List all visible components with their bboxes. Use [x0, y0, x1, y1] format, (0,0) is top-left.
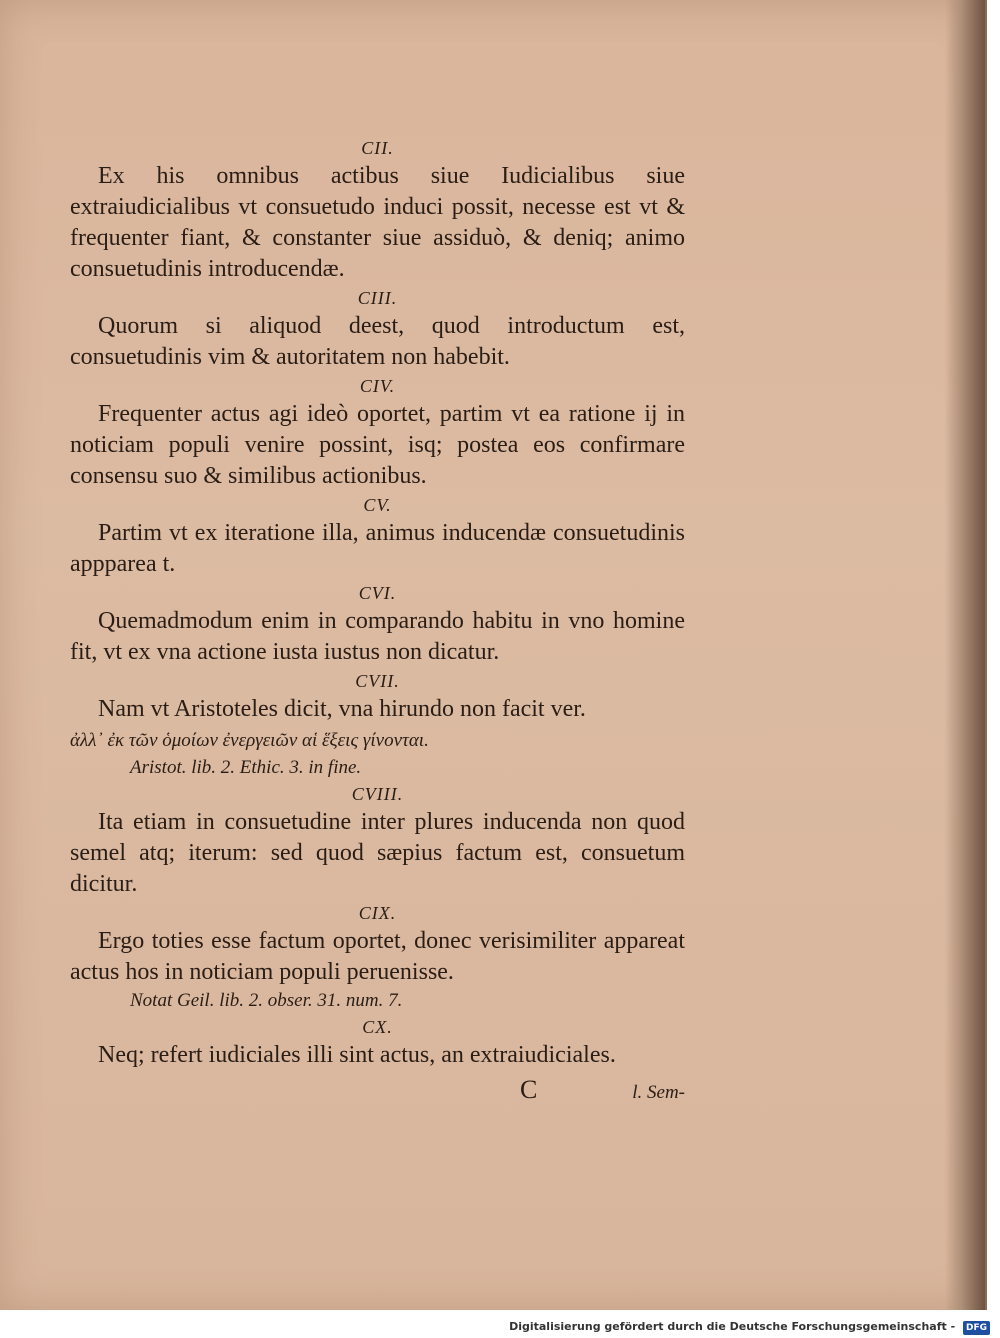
citation: Notat Geil. lib. 2. obser. 31. num. 7. — [130, 990, 403, 1011]
section-heading: CIV. — [359, 376, 396, 396]
greek-quotation: ἀλλ᾽ ἐκ τῶν ὁμοίων ἐνεργειῶν αἱ ἕξεις γίνονται. — [70, 730, 429, 751]
signature-mark: C — [520, 1075, 538, 1104]
page-foot-line — [70, 1075, 685, 1105]
section-paragraph: Ex his omnibus actibus siue Iudicialibus siue extraiudicialibus vt consuetudo induci possit, necesse est vt & frequenter fiant, & constanter siue assiduò, & deniq; animo consuetudinis introducendæ. — [70, 163, 685, 282]
section-paragraph: Ergo toties esse factum oportet, donec verisimiliter appareat actus hos in noticiam populi peruenisse. — [70, 928, 685, 985]
page-edge — [945, 0, 985, 1310]
section-heading: CIX. — [358, 903, 397, 923]
section-paragraph: Quemadmodum enim in comparando habitu in vno homine fit, vt ex vna actione iusta iustus non dicatur. — [70, 608, 685, 665]
section-paragraph: Ita etiam in consuetudine inter plures inducenda non quod semel atq; iterum: sed quod sæpius factum est, consuetum dicitur. — [70, 809, 685, 897]
section-heading: CVI. — [358, 583, 397, 603]
section-heading: CIII. — [357, 288, 398, 308]
section-heading: CVIII. — [351, 784, 404, 804]
section-paragraph: Partim vt ex iteratione illa, animus inducendæ consuetudinis appparea t. — [70, 520, 685, 577]
digitization-footer — [0, 1316, 1000, 1338]
footer-text: Digitalisierung gefördert durch die Deutsche Forschungsgemeinschaft - — [509, 1320, 956, 1333]
catchword: l. Sem- — [632, 1082, 685, 1103]
section-heading: CII. — [361, 138, 394, 158]
section-heading: CVII. — [355, 671, 400, 691]
section-paragraph: Quorum si aliquod deest, quod introductum est, consuetudinis vim & autoritatem non habebit. — [70, 313, 685, 370]
section-paragraph: Nam vt Aristoteles dicit, vna hirundo non facit ver. — [98, 696, 586, 722]
section-paragraph: Frequenter actus agi ideò oportet, partim vt ea ratione ij in noticiam populi venire possint, isq; postea eos confirmare consensu suo & similibus actionibus. — [70, 401, 685, 489]
section-heading: CV. — [363, 495, 392, 515]
section-paragraph: Neq; refert iudiciales illi sint actus, an extraiudiciales. — [98, 1042, 616, 1068]
page-text — [70, 135, 685, 1105]
citation: Aristot. lib. 2. Ethic. 3. in fine. — [130, 757, 362, 778]
section-heading: CX. — [362, 1017, 393, 1037]
dfg-logo: DFG — [963, 1321, 990, 1335]
